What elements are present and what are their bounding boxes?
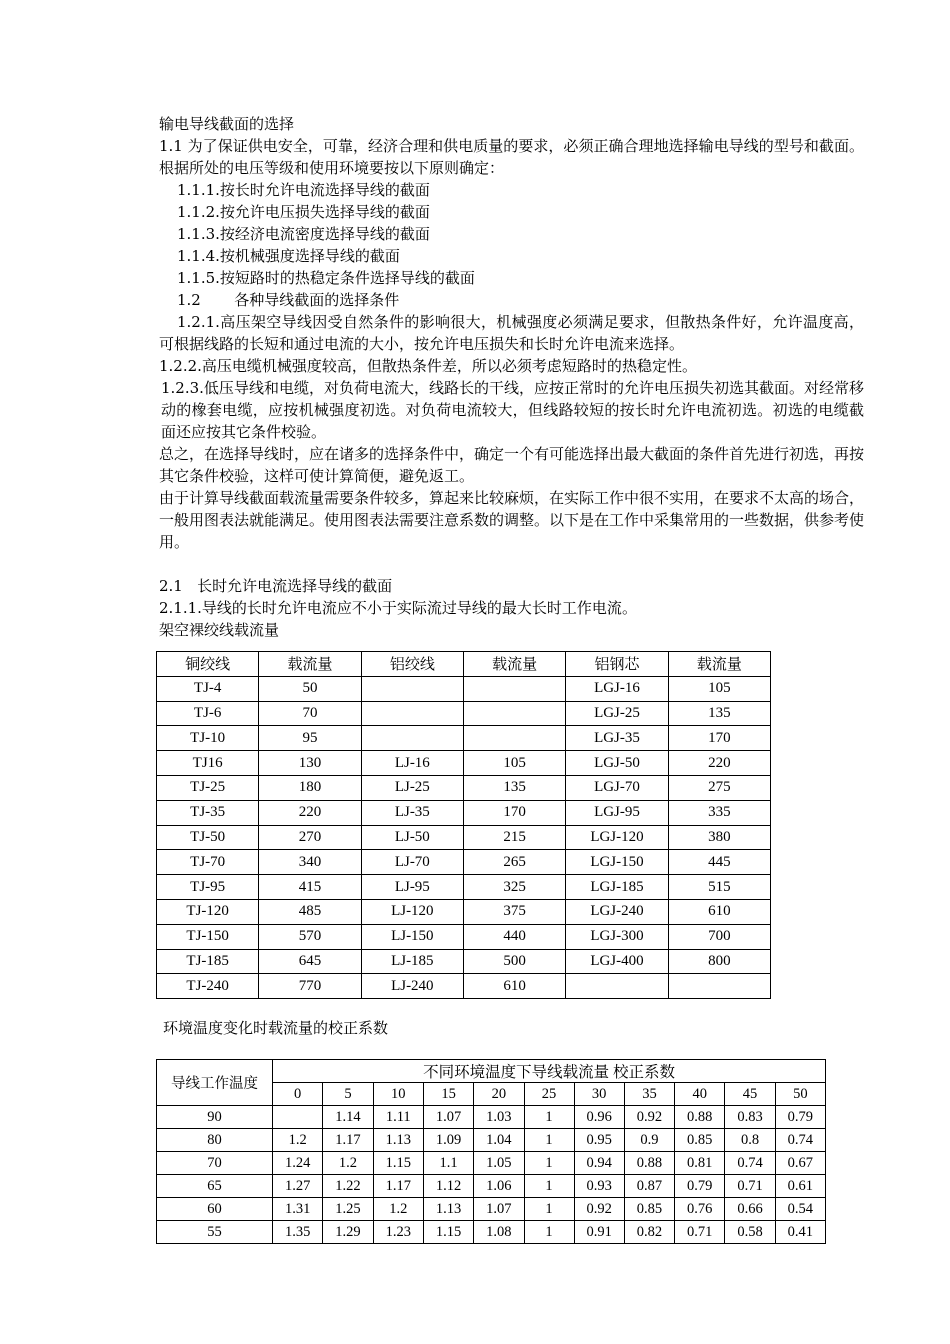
table-row	[157, 825, 771, 850]
table-cell: 170	[668, 726, 770, 751]
table-cell: 770	[259, 974, 361, 999]
para-1-2-2: 1.2.2.高压电缆机械强度较高，但散热条件差，所以必须考虑短路时的热稳定性。	[159, 357, 697, 375]
row-label-cell: 60	[157, 1198, 273, 1221]
table-cell: 1.08	[474, 1221, 524, 1244]
table-cell: 0.92	[574, 1198, 624, 1221]
table-cell: TJ-50	[157, 825, 259, 850]
table-cell: 70	[259, 701, 361, 726]
table-cell: 1.06	[474, 1175, 524, 1198]
temperature-header-cell: 10	[373, 1083, 423, 1106]
table-cell: 440	[463, 924, 565, 949]
table-cell: 1	[524, 1198, 574, 1221]
table-cell: LJ-185	[361, 949, 463, 974]
table-cell: 1.07	[474, 1198, 524, 1221]
table-cell: 180	[259, 775, 361, 800]
table-cell: 1	[524, 1221, 574, 1244]
table-cell: 1.2	[373, 1198, 423, 1221]
table-cell: 0.96	[574, 1106, 624, 1129]
table-cell: 1.15	[423, 1221, 473, 1244]
table-cell: 0.71	[725, 1175, 775, 1198]
table-row	[157, 1106, 826, 1129]
table-cell: LJ-25	[361, 775, 463, 800]
table-row	[157, 899, 771, 924]
table-cell: TJ-25	[157, 775, 259, 800]
table-row	[157, 1198, 826, 1221]
table-cell: TJ-6	[157, 701, 259, 726]
table-cell: 0.95	[574, 1129, 624, 1152]
table-cell: TJ-35	[157, 800, 259, 825]
table-cell: TJ-10	[157, 726, 259, 751]
temperature-header-cell: 45	[725, 1083, 775, 1106]
doc-title: 输电导线截面的选择	[159, 115, 295, 133]
table-row	[157, 676, 771, 701]
table-row	[157, 1152, 826, 1175]
table-cell: 1.09	[423, 1129, 473, 1152]
header-cell: 载流量	[463, 652, 565, 677]
table-cell: 1.23	[373, 1221, 423, 1244]
table-cell	[668, 974, 770, 999]
table-cell: LGJ-50	[566, 751, 668, 776]
table-cell: 1.31	[273, 1198, 323, 1221]
table-cell: LJ-120	[361, 899, 463, 924]
table-cell: 135	[463, 775, 565, 800]
header-cell: 铝钢芯	[566, 652, 668, 677]
table-row	[157, 751, 771, 776]
item-1-1-5: 1.1.5.按短路时的热稳定条件选择导线的截面	[177, 269, 475, 287]
table-cell: LJ-95	[361, 875, 463, 900]
table-cell: 1	[524, 1129, 574, 1152]
table-row	[157, 974, 771, 999]
table-row	[157, 924, 771, 949]
para-calc: 由于计算导线截面载流量需要条件较多，算起来比较麻烦，在实际工作中很不实用，在要求不太高的场合，一般用图表法就能满足。使用图表法需要注意系数的调整。以下是在工作中采集常用的一些数据，供参考使用。	[159, 489, 865, 551]
item-1-1-4: 1.1.4.按机械强度选择导线的截面	[177, 247, 400, 265]
table-cell: 0.74	[775, 1129, 825, 1152]
table-row	[157, 775, 771, 800]
table-row	[157, 701, 771, 726]
table-cell: LJ-70	[361, 850, 463, 875]
table-cell: 0.93	[574, 1175, 624, 1198]
table-cell: 215	[463, 825, 565, 850]
table-row	[157, 850, 771, 875]
table-cell: 1.25	[323, 1198, 373, 1221]
table-cell: 270	[259, 825, 361, 850]
table-cell: LGJ-400	[566, 949, 668, 974]
temperature-header-cell: 5	[323, 1083, 373, 1106]
table-cell: LGJ-16	[566, 676, 668, 701]
table-cell: 340	[259, 850, 361, 875]
table-cell: 500	[463, 949, 565, 974]
table-cell: 0.82	[624, 1221, 674, 1244]
table-cell: 1.17	[373, 1175, 423, 1198]
table-cell: 220	[668, 751, 770, 776]
item-1-1-3: 1.1.3.按经济电流密度选择导线的截面	[177, 225, 430, 243]
para-summary: 总之，在选择导线时，应在诸多的选择条件中，确定一个有可能选择出最大截面的条件首先进行初选，再按其它条件校验，这样可使计算简便，避免返工。	[159, 445, 865, 485]
table2-title: 环境温度变化时载流量的校正系数	[163, 1019, 389, 1037]
table-cell: 380	[668, 825, 770, 850]
table-cell: 1.13	[423, 1198, 473, 1221]
table-row	[157, 949, 771, 974]
table-cell: 1.27	[273, 1175, 323, 1198]
table-header-row	[157, 1060, 826, 1083]
table-cell	[273, 1106, 323, 1129]
table-cell: LGJ-120	[566, 825, 668, 850]
temperature-header-cell: 30	[574, 1083, 624, 1106]
table-cell: 1.03	[474, 1106, 524, 1129]
item-1-1-2: 1.1.2.按允许电压损失选择导线的截面	[177, 203, 430, 221]
table-cell: 0.83	[725, 1106, 775, 1129]
header-cell: 载流量	[668, 652, 770, 677]
para-1-2-1: 1.2.1.高压架空导线因受自然条件的影响很大，机械强度必须满足要求，但散热条件好，允许温度高，可根据线路的长短和通过电流的大小，按允许电压损失和长时允许电流来选择。	[159, 313, 864, 353]
conductor-ampacity-table	[156, 651, 771, 999]
temperature-header-cell: 25	[524, 1083, 574, 1106]
temperature-header-cell: 0	[273, 1083, 323, 1106]
table-cell: LGJ-185	[566, 875, 668, 900]
table-cell: 170	[463, 800, 565, 825]
table-cell: TJ-95	[157, 875, 259, 900]
table-cell: 335	[668, 800, 770, 825]
temperature-header-cell: 15	[423, 1083, 473, 1106]
table-cell: 1.07	[423, 1106, 473, 1129]
table-cell: TJ-70	[157, 850, 259, 875]
table-cell: LGJ-95	[566, 800, 668, 825]
table-cell: 95	[259, 726, 361, 751]
table-cell: 1.2	[323, 1152, 373, 1175]
table-cell: 0.71	[675, 1221, 725, 1244]
table-cell: 0.88	[675, 1106, 725, 1129]
row-label-cell: 90	[157, 1106, 273, 1129]
table-cell: 1.12	[423, 1175, 473, 1198]
table-cell: 0.87	[624, 1175, 674, 1198]
group-header-cell: 不同环境温度下导线载流量 校正系数	[273, 1060, 826, 1083]
table-cell: 800	[668, 949, 770, 974]
table-cell: 0.58	[725, 1221, 775, 1244]
row-label-cell: 55	[157, 1221, 273, 1244]
table-cell: TJ-240	[157, 974, 259, 999]
header-cell: 铝绞线	[361, 652, 463, 677]
table-cell: LGJ-35	[566, 726, 668, 751]
row-label-cell: 80	[157, 1129, 273, 1152]
table-cell: 1.05	[474, 1152, 524, 1175]
table-cell: LGJ-300	[566, 924, 668, 949]
para-1-2-3: 1.2.3.低压导线和电缆，对负荷电流大，线路长的干线，应按正常时的允许电压损失初选其截面。对经常移动的橡套电缆，应按机械强度初选。对负荷电流较大，但线路较短的按长时允许电流初选。初选的电缆截面还应按其它条件校验。	[161, 379, 864, 441]
table-cell: 1	[524, 1106, 574, 1129]
heading-2-1: 2.1 长时允许电流选择导线的截面	[159, 577, 393, 595]
table-cell	[361, 726, 463, 751]
table-cell: 1.11	[373, 1106, 423, 1129]
document-body	[159, 113, 864, 641]
table-cell: LGJ-150	[566, 850, 668, 875]
table-cell: LGJ-240	[566, 899, 668, 924]
table-row	[157, 875, 771, 900]
table-cell: 0.61	[775, 1175, 825, 1198]
row-label-cell: 65	[157, 1175, 273, 1198]
table-cell: LJ-150	[361, 924, 463, 949]
table-cell: 1.17	[323, 1129, 373, 1152]
table-cell: 0.9	[624, 1129, 674, 1152]
table-cell: 415	[259, 875, 361, 900]
table-cell: 1.14	[323, 1106, 373, 1129]
table-cell: 325	[463, 875, 565, 900]
temperature-header-cell: 50	[775, 1083, 825, 1106]
table-cell: 0.85	[624, 1198, 674, 1221]
para-1-1: 1.1 为了保证供电安全，可靠，经济合理和供电质量的要求，必须正确合理地选择输电导线的型号和截面。根据所处的电压等级和使用环境要按以下原则确定：	[159, 137, 864, 177]
table-cell: LJ-240	[361, 974, 463, 999]
table-row	[157, 1175, 826, 1198]
table-cell	[463, 701, 565, 726]
table-cell: 0.74	[725, 1152, 775, 1175]
temperature-correction-table	[156, 1059, 826, 1244]
table-cell: 610	[463, 974, 565, 999]
header-cell: 铜绞线	[157, 652, 259, 677]
table-cell: 0.8	[725, 1129, 775, 1152]
table-cell	[463, 676, 565, 701]
table-cell	[566, 974, 668, 999]
table-cell: LGJ-25	[566, 701, 668, 726]
table-cell: 0.41	[775, 1221, 825, 1244]
table-cell: 1.35	[273, 1221, 323, 1244]
table-cell: 1.2	[273, 1129, 323, 1152]
table1-title: 架空裸绞线载流量	[159, 621, 280, 639]
table-cell: TJ-4	[157, 676, 259, 701]
table-cell: 610	[668, 899, 770, 924]
table-cell: 0.88	[624, 1152, 674, 1175]
table-cell: 1.29	[323, 1221, 373, 1244]
table-cell: 0.66	[725, 1198, 775, 1221]
table-cell: 0.54	[775, 1198, 825, 1221]
temperature-header-cell: 40	[675, 1083, 725, 1106]
table-cell: 0.81	[675, 1152, 725, 1175]
table-cell: 105	[668, 676, 770, 701]
table-cell: 1.04	[474, 1129, 524, 1152]
table-cell: 275	[668, 775, 770, 800]
table-row	[157, 1129, 826, 1152]
table-cell: 0.94	[574, 1152, 624, 1175]
table-cell: 700	[668, 924, 770, 949]
table-cell: 0.79	[675, 1175, 725, 1198]
table-cell: 130	[259, 751, 361, 776]
table-cell: 220	[259, 800, 361, 825]
table-row	[157, 800, 771, 825]
table-cell: 1.15	[373, 1152, 423, 1175]
table-cell: 1	[524, 1175, 574, 1198]
row-label-cell: 70	[157, 1152, 273, 1175]
table-cell: 0.91	[574, 1221, 624, 1244]
table-row	[157, 1221, 826, 1244]
table-cell	[463, 726, 565, 751]
para-2-1-1: 2.1.1.导线的长时允许电流应不小于实际流过导线的最大长时工作电流。	[159, 599, 637, 617]
table-cell: 0.79	[775, 1106, 825, 1129]
table-cell: 135	[668, 701, 770, 726]
table-cell: 0.67	[775, 1152, 825, 1175]
table-cell: LJ-16	[361, 751, 463, 776]
table-cell: 0.85	[675, 1129, 725, 1152]
table-row	[157, 726, 771, 751]
table-cell: 105	[463, 751, 565, 776]
table-cell: 375	[463, 899, 565, 924]
table-cell	[361, 701, 463, 726]
table-cell: LJ-35	[361, 800, 463, 825]
table-cell: TJ-120	[157, 899, 259, 924]
table-cell: 50	[259, 676, 361, 701]
heading-1-2: 1.2 各种导线截面的选择条件	[177, 291, 400, 309]
table-cell: TJ16	[157, 751, 259, 776]
table-cell: TJ-185	[157, 949, 259, 974]
temperature-header-cell: 20	[474, 1083, 524, 1106]
table-cell	[361, 676, 463, 701]
table-cell: LGJ-70	[566, 775, 668, 800]
table-cell: 1.13	[373, 1129, 423, 1152]
row-header-cell: 导线工作温度	[157, 1060, 273, 1106]
header-cell: 载流量	[259, 652, 361, 677]
table-cell: 1	[524, 1152, 574, 1175]
table-cell: 1.1	[423, 1152, 473, 1175]
table-cell: 0.92	[624, 1106, 674, 1129]
table-cell: 265	[463, 850, 565, 875]
table-cell: 445	[668, 850, 770, 875]
table-cell: 1.22	[323, 1175, 373, 1198]
table-cell: 570	[259, 924, 361, 949]
table-cell: LJ-50	[361, 825, 463, 850]
temperature-header-cell: 35	[624, 1083, 674, 1106]
table-cell: 515	[668, 875, 770, 900]
table-cell: 0.76	[675, 1198, 725, 1221]
item-1-1-1: 1.1.1.按长时允许电流选择导线的截面	[177, 181, 430, 199]
table-cell: 1.24	[273, 1152, 323, 1175]
table-cell: 645	[259, 949, 361, 974]
table-header-row	[157, 652, 771, 677]
table-cell: TJ-150	[157, 924, 259, 949]
table-cell: 485	[259, 899, 361, 924]
